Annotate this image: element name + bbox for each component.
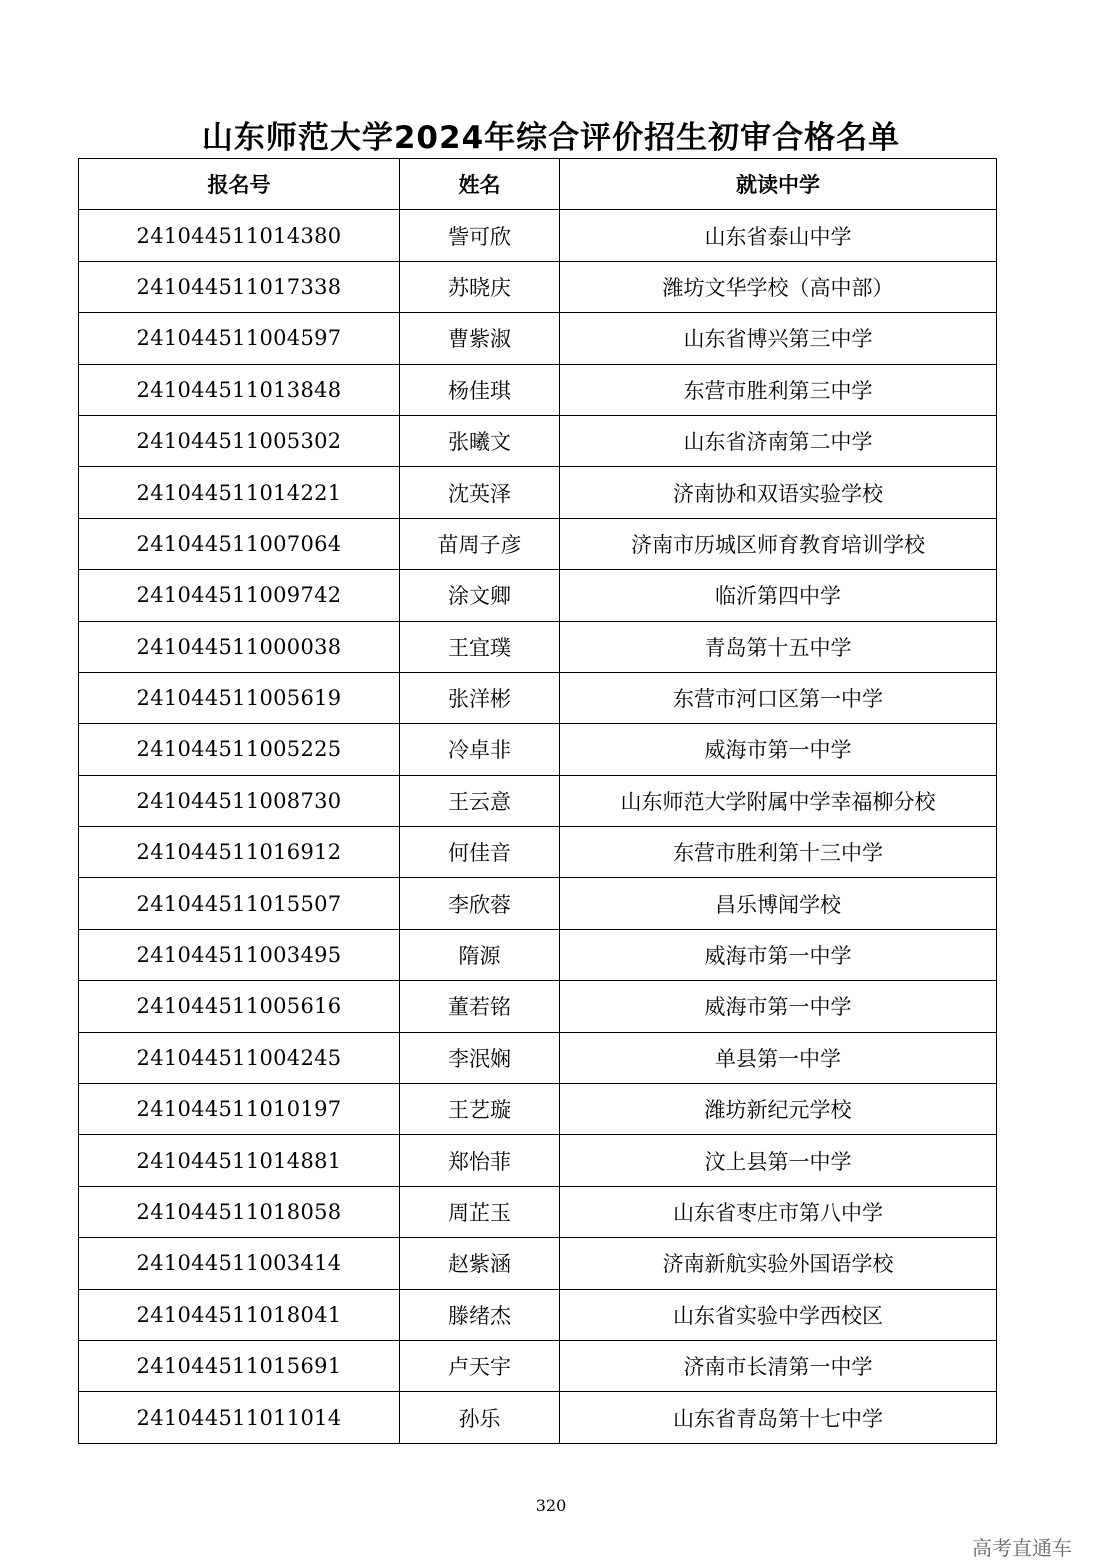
school-cell: 山东省博兴第三中学	[560, 313, 997, 364]
student-name-cell: 赵紫涵	[400, 1238, 560, 1289]
student-name-cell: 沈英泽	[400, 467, 560, 518]
table-row	[79, 313, 997, 364]
school-cell: 济南协和双语实验学校	[560, 467, 997, 518]
table-row	[79, 467, 997, 518]
student-name-cell: 何佳音	[400, 827, 560, 878]
table-row	[79, 672, 997, 723]
header-name: 姓名	[400, 159, 560, 210]
table-row	[79, 415, 997, 466]
watermark: 高考直通车	[972, 1536, 1072, 1560]
student-name-cell: 董若铭	[400, 981, 560, 1032]
student-name-cell: 杨佳琪	[400, 364, 560, 415]
table-row	[79, 1084, 997, 1135]
table-row	[79, 364, 997, 415]
student-name-cell: 孙乐	[400, 1392, 560, 1443]
student-name-cell: 隋源	[400, 929, 560, 980]
school-cell: 威海市第一中学	[560, 724, 997, 775]
student-name-cell: 李泯娴	[400, 1032, 560, 1083]
school-cell: 汶上县第一中学	[560, 1135, 997, 1186]
registration-number-cell: 241044511004597	[79, 313, 400, 364]
table-row	[79, 518, 997, 569]
school-cell: 济南新航实验外国语学校	[560, 1238, 997, 1289]
school-cell: 山东省枣庄市第八中学	[560, 1186, 997, 1237]
table-row	[79, 981, 997, 1032]
table-row	[79, 827, 997, 878]
school-cell: 临沂第四中学	[560, 570, 997, 621]
table-row	[79, 621, 997, 672]
registration-number-cell: 241044511013848	[79, 364, 400, 415]
registration-number-cell: 241044511016912	[79, 827, 400, 878]
table-body	[79, 210, 997, 1443]
table-row	[79, 775, 997, 826]
school-cell: 济南市长清第一中学	[560, 1340, 997, 1391]
table-row	[79, 1392, 997, 1443]
student-name-cell: 王宜璞	[400, 621, 560, 672]
registration-number-cell: 241044511005225	[79, 724, 400, 775]
registration-number-cell: 241044511014380	[79, 210, 400, 261]
student-name-cell: 王云意	[400, 775, 560, 826]
school-cell: 东营市河口区第一中学	[560, 672, 997, 723]
page-number: 320	[535, 1496, 567, 1515]
school-cell: 东营市胜利第三中学	[560, 364, 997, 415]
school-cell: 山东省实验中学西校区	[560, 1289, 997, 1340]
registration-number-cell: 241044511004245	[79, 1032, 400, 1083]
registration-number-cell: 241044511015507	[79, 878, 400, 929]
student-name-cell: 张洋彬	[400, 672, 560, 723]
registration-number-cell: 241044511008730	[79, 775, 400, 826]
student-name-cell: 李欣蓉	[400, 878, 560, 929]
table-row	[79, 1238, 997, 1289]
student-name-cell: 卢天宇	[400, 1340, 560, 1391]
school-cell: 山东师范大学附属中学幸福柳分校	[560, 775, 997, 826]
registration-number-cell: 241044511010197	[79, 1084, 400, 1135]
student-name-cell: 张曦文	[400, 415, 560, 466]
school-cell: 威海市第一中学	[560, 981, 997, 1032]
table-row	[79, 1032, 997, 1083]
school-cell: 山东省济南第二中学	[560, 415, 997, 466]
registration-number-cell: 241044511018058	[79, 1186, 400, 1237]
school-cell: 山东省青岛第十七中学	[560, 1392, 997, 1443]
table-row	[79, 878, 997, 929]
registration-number-cell: 241044511003414	[79, 1238, 400, 1289]
school-cell: 潍坊新纪元学校	[560, 1084, 997, 1135]
registration-number-cell: 241044511015691	[79, 1340, 400, 1391]
registration-number-cell: 241044511014221	[79, 467, 400, 518]
header-school: 就读中学	[560, 159, 997, 210]
student-name-cell: 涂文卿	[400, 570, 560, 621]
registration-number-cell: 241044511009742	[79, 570, 400, 621]
registration-number-cell: 241044511005619	[79, 672, 400, 723]
registration-number-cell: 241044511003495	[79, 929, 400, 980]
table-row	[79, 1186, 997, 1237]
school-cell: 威海市第一中学	[560, 929, 997, 980]
table-row	[79, 929, 997, 980]
table-row	[79, 261, 997, 312]
student-name-cell: 滕绪杰	[400, 1289, 560, 1340]
registration-number-cell: 241044511000038	[79, 621, 400, 672]
student-name-cell: 周芷玉	[400, 1186, 560, 1237]
student-name-cell: 訾可欣	[400, 210, 560, 261]
school-cell: 青岛第十五中学	[560, 621, 997, 672]
school-cell: 潍坊文华学校（高中部）	[560, 261, 997, 312]
table-row	[79, 1340, 997, 1391]
registration-number-cell: 241044511018041	[79, 1289, 400, 1340]
school-cell: 山东省泰山中学	[560, 210, 997, 261]
school-cell: 单县第一中学	[560, 1032, 997, 1083]
registration-number-cell: 241044511011014	[79, 1392, 400, 1443]
table-row	[79, 724, 997, 775]
school-cell: 东营市胜利第十三中学	[560, 827, 997, 878]
student-name-cell: 郑怡菲	[400, 1135, 560, 1186]
school-cell: 济南市历城区师育教育培训学校	[560, 518, 997, 569]
registration-number-cell: 241044511005302	[79, 415, 400, 466]
student-name-cell: 苗周子彦	[400, 518, 560, 569]
student-name-cell: 曹紫淑	[400, 313, 560, 364]
table-row	[79, 570, 997, 621]
registration-number-cell: 241044511005616	[79, 981, 400, 1032]
registration-number-cell: 241044511017338	[79, 261, 400, 312]
student-name-cell: 冷卓非	[400, 724, 560, 775]
table-row	[79, 1135, 997, 1186]
school-cell: 昌乐博闻学校	[560, 878, 997, 929]
student-name-cell: 王艺璇	[400, 1084, 560, 1135]
page-title: 山东师范大学2024年综合评价招生初审合格名单	[201, 120, 901, 156]
table-row	[79, 1289, 997, 1340]
table-row	[79, 210, 997, 261]
student-name-cell: 苏晓庆	[400, 261, 560, 312]
registration-number-cell: 241044511007064	[79, 518, 400, 569]
header-registration-number: 报名号	[79, 159, 400, 210]
table-header-row	[79, 159, 997, 210]
registration-number-cell: 241044511014881	[79, 1135, 400, 1186]
admission-list-table	[78, 158, 997, 1444]
